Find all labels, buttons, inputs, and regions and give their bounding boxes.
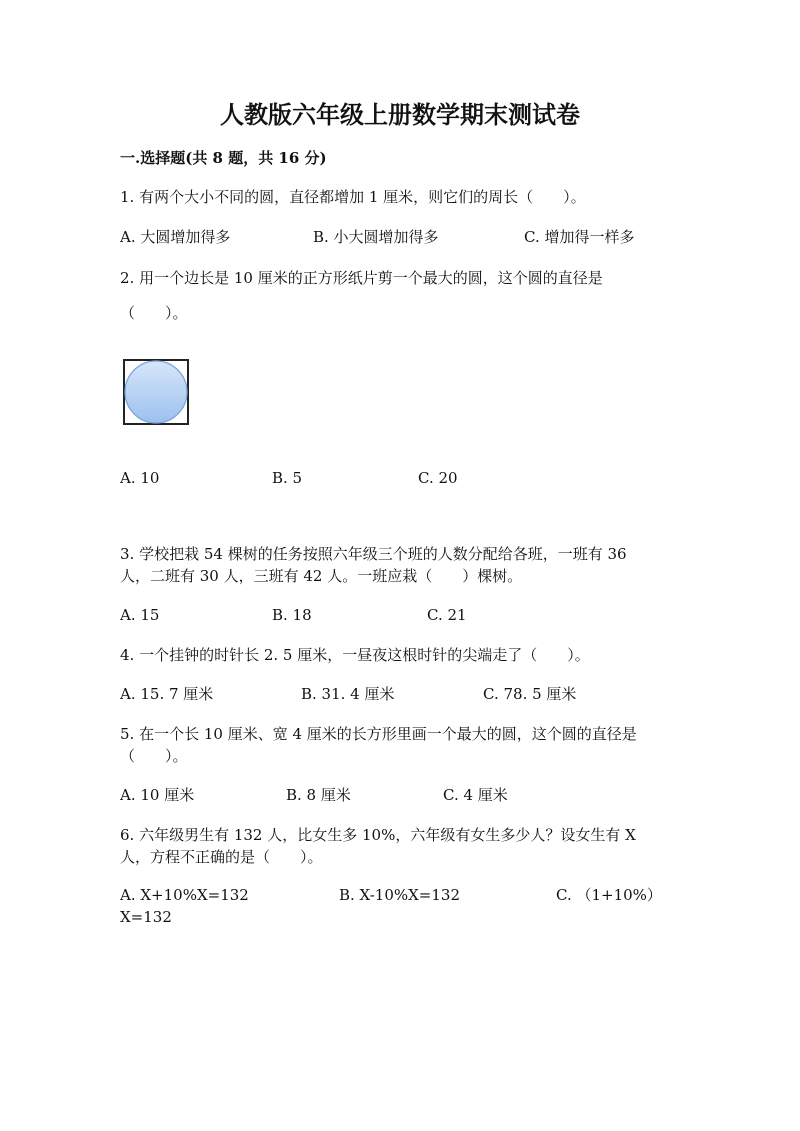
question-6-option-a: A. X+10%X=132 (120, 886, 249, 904)
question-1-stem: 1. 有两个大小不同的圆，直径都增加 1 厘米，则它们的周长（ ）。 (120, 188, 586, 206)
question-5-option-c: C. 4 厘米 (443, 786, 508, 804)
question-1-option-b: B. 小大圆增加得多 (313, 228, 439, 246)
question-2-option-a: A. 10 (120, 469, 160, 487)
question-6-option-b: B. X-10%X=132 (339, 886, 460, 904)
question-2-option-c: C. 20 (418, 469, 458, 487)
page-title: 人教版六年级上册数学期末测试卷 (220, 100, 580, 129)
section-heading: 一.选择题(共 8 题，共 16 分) (120, 149, 327, 167)
question-5-option-a: A. 10 厘米 (120, 786, 195, 804)
question-2-stem-line1: 2. 用一个边长是 10 厘米的正方形纸片剪一个最大的圆，这个圆的直径是 (120, 269, 603, 287)
question-4-option-c: C. 78. 5 厘米 (483, 685, 577, 703)
question-6-stem-line2: 人，方程不正确的是（ ）。 (120, 848, 323, 866)
question-3-stem-line1: 3. 学校把栽 54 棵树的任务按照六年级三个班的人数分配给各班，一班有 36 (120, 545, 627, 563)
question-2-option-b: B. 5 (272, 469, 303, 487)
question-3-option-c: C. 21 (427, 606, 467, 624)
square-with-inscribed-circle-figure (123, 359, 189, 425)
question-2-stem-line2: （ ）。 (120, 304, 188, 322)
question-3-stem-line2: 人，二班有 30 人，三班有 42 人。一班应栽（ ）棵树。 (120, 567, 523, 585)
inscribed-circle-shape (125, 361, 187, 423)
question-5-stem-line1: 5. 在一个长 10 厘米、宽 4 厘米的长方形里画一个最大的圆，这个圆的直径是 (120, 725, 637, 743)
question-1-option-a: A. 大圆增加得多 (120, 228, 231, 246)
question-5-option-b: B. 8 厘米 (286, 786, 351, 804)
question-4-stem: 4. 一个挂钟的时针长 2. 5 厘米，一昼夜这根时针的尖端走了（ ）。 (120, 646, 590, 664)
question-1-option-c: C. 增加得一样多 (524, 228, 635, 246)
question-3-option-a: A. 15 (120, 606, 160, 624)
question-5-stem-line2: （ ）。 (120, 747, 188, 765)
question-4-option-b: B. 31. 4 厘米 (301, 685, 395, 703)
question-3-option-b: B. 18 (272, 606, 312, 624)
question-6-option-c: C. （1+10%） (556, 886, 662, 904)
question-4-option-a: A. 15. 7 厘米 (120, 685, 214, 703)
question-6-option-c-continued: X=132 (120, 908, 172, 926)
question-6-stem-line1: 6. 六年级男生有 132 人，比女生多 10%，六年级有女生多少人？设女生有 X (120, 826, 636, 844)
